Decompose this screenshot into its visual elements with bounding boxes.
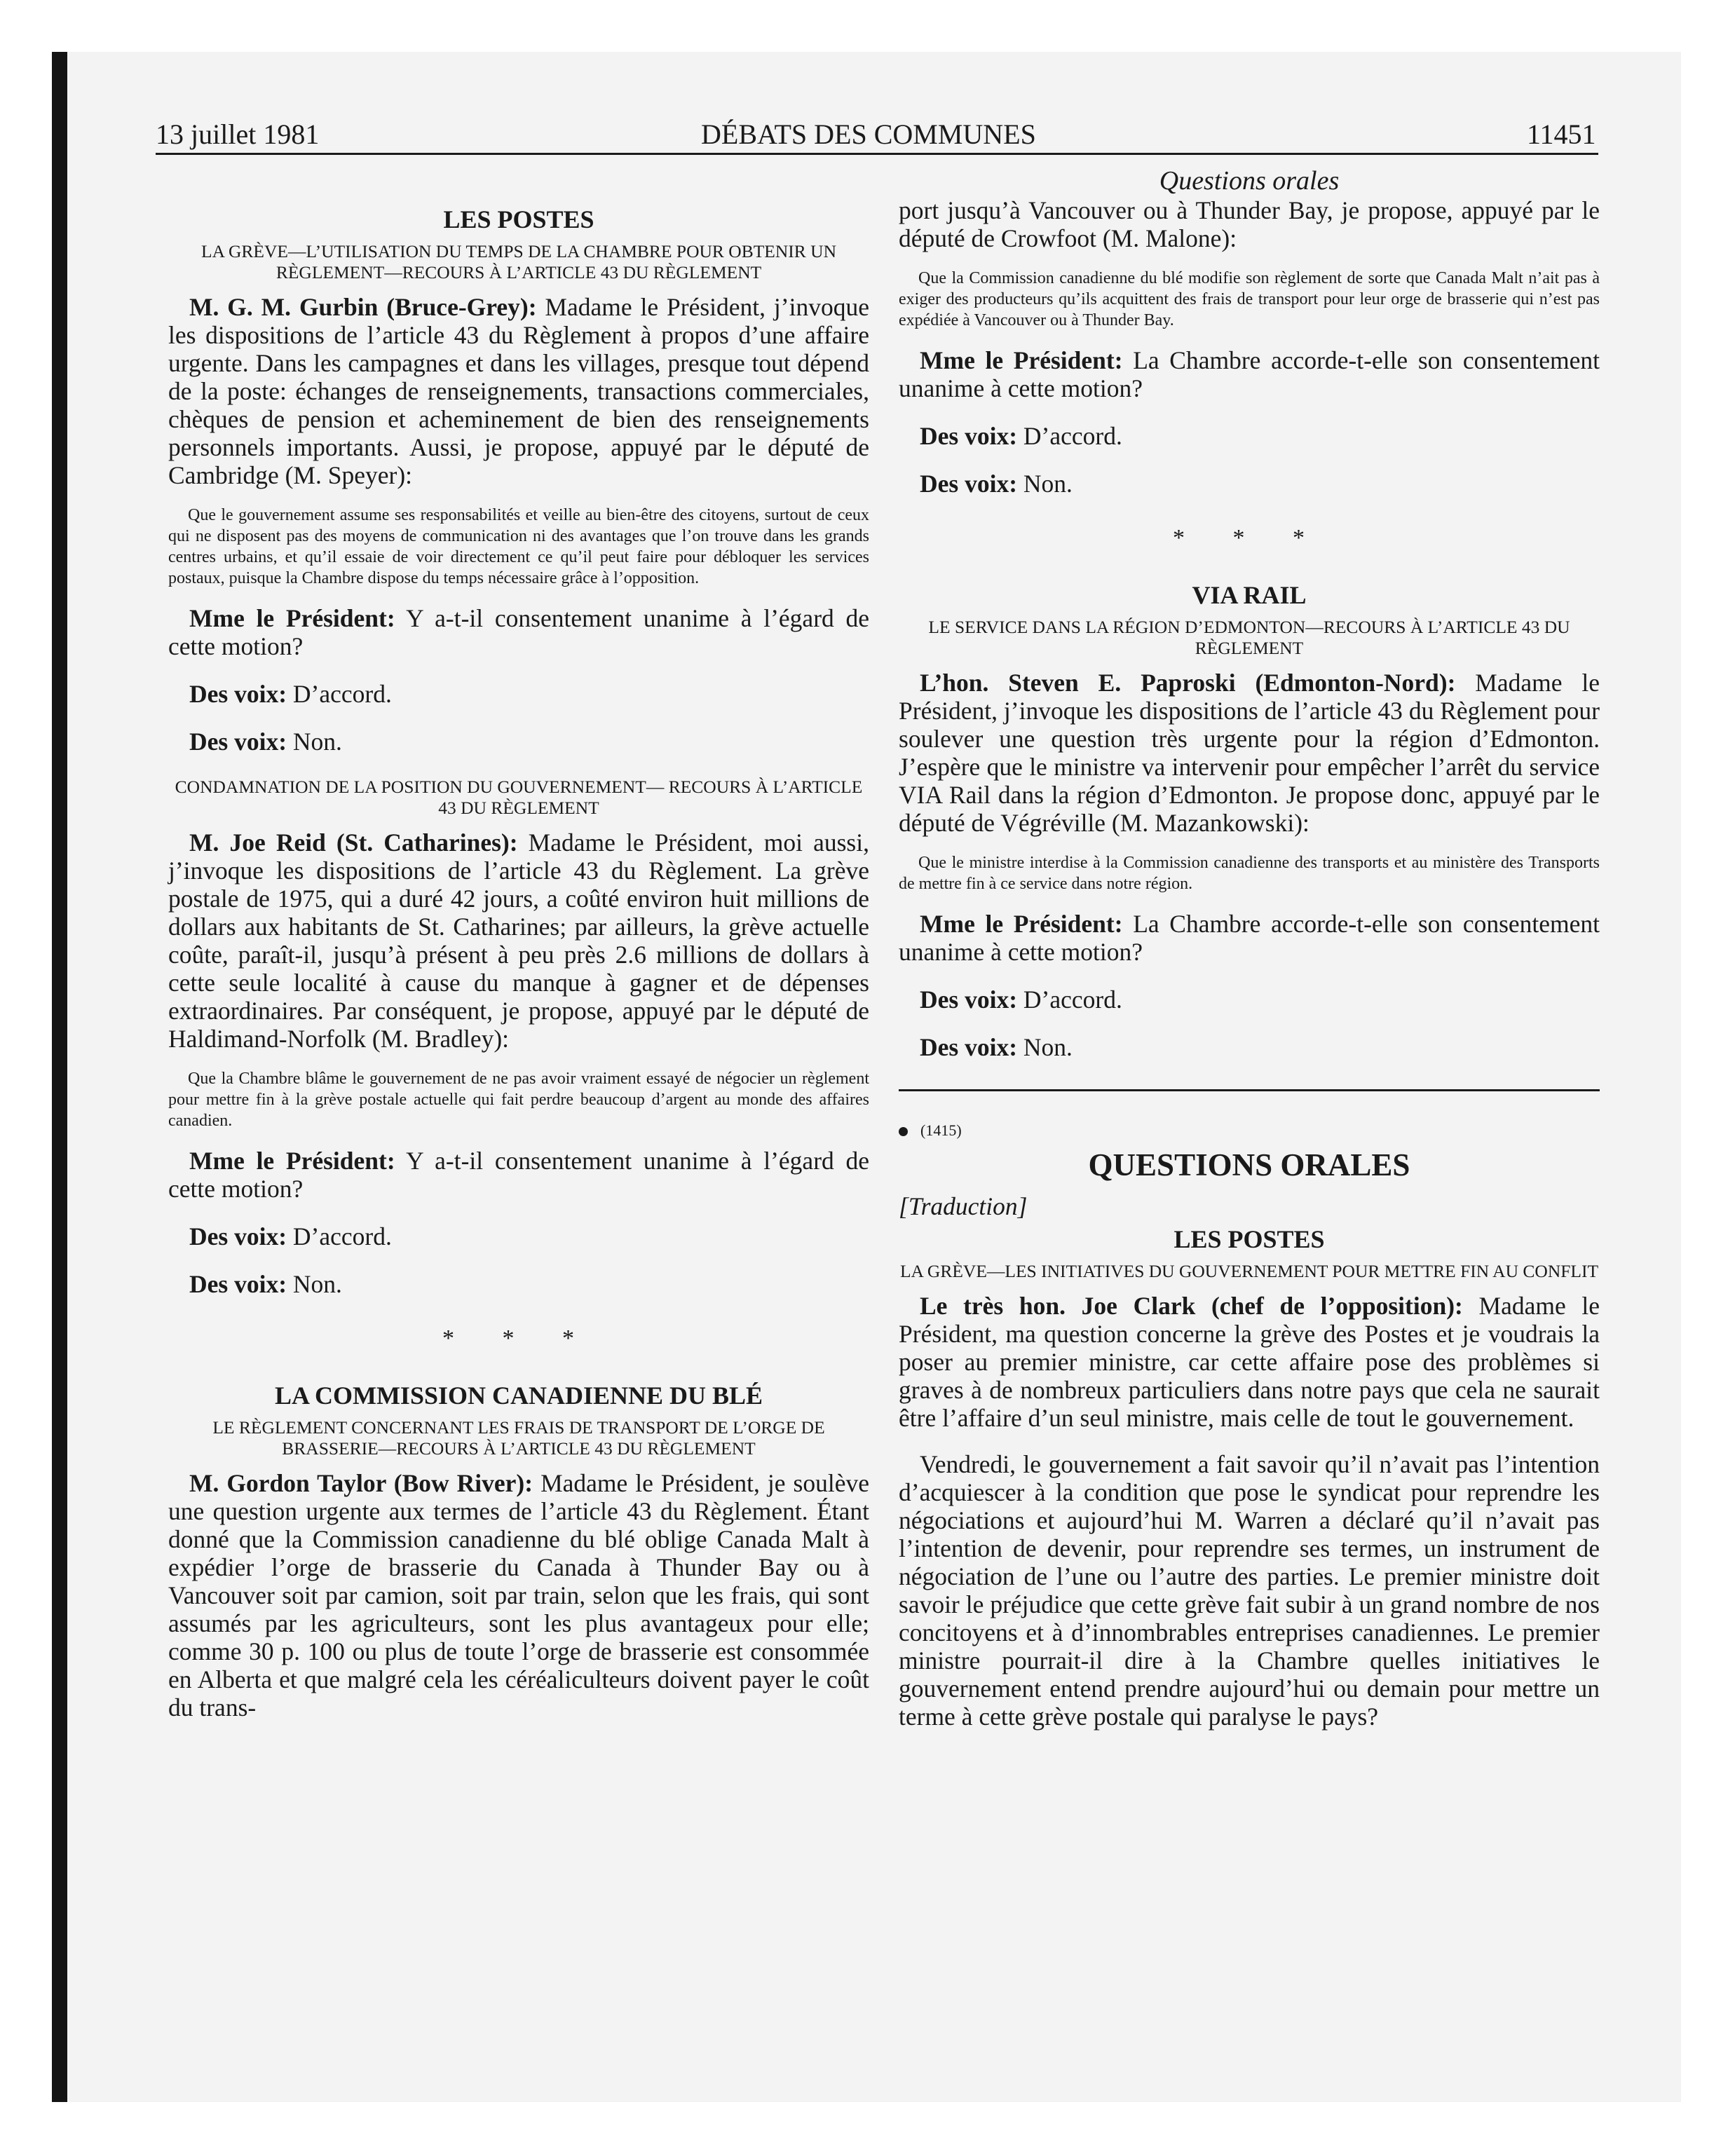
speech-text: Madame le Président, moi aussi, j’invoque les dispositions de l’article 43 du Règlement. La grève postale de 1975, qui a duré 42 jours, a coûté environ huit millions de dollars aux habitants de St. Catharines; par ailleurs, la grève actuelle coûte, paraît-il, jusqu’à présent à peu près 2.6 millions de dollars à cette seule localité à cause du manque à gagner et de dépenses extraordinaires. Par conséquent, je propose, appuyé par le député de Haldimand-Norfolk (M. Bradley):: [168, 828, 869, 1053]
speaker: Des voix:: [189, 1222, 287, 1250]
speaker: M. Joe Reid (St. Catharines):: [189, 828, 518, 857]
speaker: Des voix:: [920, 470, 1018, 498]
speech-text: Y a-t-il consentement unanime à l’égard de cette motion?: [168, 1147, 869, 1203]
motion-text: Que le ministre interdise à la Commission canadienne des transports et au ministère des Transports de mettre fin à ce service dans notre région.: [899, 854, 1600, 893]
voice-response: [168, 1270, 869, 1298]
speaker: L’hon. Steven E. Paproski (Edmonton-Nord):: [920, 669, 1456, 697]
header-page-number: 11451: [1527, 118, 1596, 150]
section-subheading: CONDAMNATION DE LA POSITION DU GOUVERNEMENT— RECOURS À L’ARTICLE 43 DU RÈGLEMENT: [175, 777, 863, 818]
voice-response: [899, 470, 1600, 498]
section-heading: VIA RAIL: [1192, 581, 1307, 609]
bullet-icon: [899, 1127, 908, 1136]
section-heading: LA COMMISSION CANADIENNE DU BLÉ: [274, 1381, 763, 1410]
speech-text: Madame le Président, j’invoque les dispositions de l’article 43 du Règlement à propos d’une affaire urgente. Dans les campagnes et dans les villages, presque tout dépend de la poste: échanges de renseignements, transactions commerciales, chèques de pension et acheminement de bien des renseignements personnels importants. Aussi, je propose, appuyé par le député de Cambridge (M. Speyer):: [168, 293, 869, 489]
speaker: Des voix:: [189, 728, 287, 756]
right-column: [899, 165, 1600, 1731]
speech-text: La Chambre accorde-t-elle son consentement unanime à cette motion?: [899, 910, 1600, 966]
time-marker-text: (1415): [920, 1121, 962, 1139]
speech-text: Non.: [1017, 1033, 1073, 1061]
speaker: Le très hon. Joe Clark (chef de l’opposition):: [920, 1292, 1463, 1320]
speaker: M. Gordon Taylor (Bow River):: [189, 1469, 533, 1497]
section-subheading: LA GRÈVE—LES INITIATIVES DU GOUVERNEMENT POUR METTRE FIN AU CONFLIT: [899, 1261, 1599, 1281]
header-rule: [156, 153, 1598, 155]
speech: [899, 910, 1600, 966]
speaker: Des voix:: [920, 422, 1018, 450]
speech: [899, 669, 1600, 837]
speech: [168, 293, 869, 489]
speech: [899, 1292, 1600, 1432]
speaker: Mme le Président:: [189, 604, 395, 632]
section-subheading: LE SERVICE DANS LA RÉGION D’EDMONTON—RECOURS À L’ARTICLE 43 DU RÈGLEMENT: [928, 617, 1570, 658]
motion-text: Que le gouvernement assume ses responsabilités et veille au bien-être des citoyens, surtout de ceux qui ne disposent pas des moyens de communication ni des avantages que l’on trouve dans les grands centres urbains, et qu’il essaie de voir directement ce qu’il peut faire pour débloquer les services postaux, puisque la Chambre dispose du temps nécessaire grâce à l’opposition.: [168, 506, 869, 587]
speech-text: D’accord.: [287, 1222, 392, 1250]
speech: [168, 1147, 869, 1203]
speech-text: Y a-t-il consentement unanime à l’égard de cette motion?: [168, 604, 869, 660]
speech-text: Madame le Président, je soulève une question urgente aux termes de l’article 43 du Règlement. Étant donné que la Commission canadienne du blé oblige Canada Malt à expédier l’orge de brasserie du Canada à Thunder Bay ou à Vancouver soit par camion, soit par train, selon que les frais, qui sont assumés par les agriculteurs, sont les plus avantageux pour elle; comme 30 p. 100 ou plus de toute l’orge de brasserie est consommée en Alberta et que malgré cela les céréaliculteurs doivent payer le coût du trans-: [168, 1469, 869, 1721]
speaker: Mme le Président:: [920, 910, 1123, 938]
section-subheading: LA GRÈVE—L’UTILISATION DU TEMPS DE LA CHAMBRE POUR OBTENIR UN RÈGLEMENT—RECOURS À L’ARTICLE 43 DU RÈGLEMENT: [201, 241, 836, 282]
speech-paragraph: Vendredi, le gouvernement a fait savoir qu’il n’avait pas l’intention d’acquiescer à la condition que pose le syndicat pour reprendre les négociations et aujourd’hui M. Warren a déclaré qu’il n’avait pas l’intention de devenir, pour reprendre ses termes, un instrument de négociation de l’une ou l’autre des parties. Le premier ministre doit savoir le préjudice que cette grève fait subir à un grand nombre de nos concitoyens et à d’innombrables entreprises canadiennes. Le premier ministre pourrait-il dire à la Chambre quelles initiatives le gouvernement entend prendre aujourd’hui ou demain pour mettre un terme à cette grève postale qui paralyse le pays?: [899, 1450, 1600, 1731]
speech-text: La Chambre accorde-t-elle son consentement unanime à cette motion?: [899, 346, 1600, 402]
speech: [168, 604, 869, 660]
translation-note: [Traduction]: [899, 1192, 1028, 1220]
speech: [168, 1469, 869, 1721]
voice-response: [168, 728, 869, 756]
section-rule: [899, 1089, 1600, 1091]
speech-text: Madame le Président, j’invoque les dispositions de l’article 43 du Règlement pour soulever une question très urgente pour la région d’Edmonton. J’espère que le ministre va intervenir pour empêcher l’arrêt du service VIA Rail dans la région d’Edmonton. Je propose donc, appuyé par le député de Végréville (M. Mazankowski):: [899, 669, 1600, 837]
speaker: M. G. M. Gurbin (Bruce-Grey):: [189, 293, 537, 321]
speech-text: D’accord.: [287, 680, 392, 708]
speech-text: Non.: [287, 728, 342, 756]
speech-text: D’accord.: [1017, 422, 1122, 450]
speaker: Mme le Président:: [920, 346, 1123, 374]
speaker: Des voix:: [920, 985, 1018, 1014]
speech-text: Non.: [1017, 470, 1073, 498]
section-title: QUESTIONS ORALES: [1088, 1147, 1410, 1182]
voice-response: [899, 422, 1600, 450]
speaker: Des voix:: [189, 1270, 287, 1298]
voice-response: [899, 985, 1600, 1014]
section-heading: LES POSTES: [443, 205, 594, 233]
running-head: Questions orales: [1159, 166, 1340, 196]
speech-continuation: port jusqu’à Vancouver ou à Thunder Bay, je propose, appuyé par le député de Crowfoot (M. Malone):: [899, 196, 1600, 252]
voice-response: [899, 1033, 1600, 1061]
left-column: [168, 165, 869, 1721]
motion-text: Que la Commission canadienne du blé modifie son règlement de sorte que Canada Malt n’ait pas à exiger des producteurs qu’ils acquittent des frais de transport pour leur orge de brasserie qui n’est pas expédiée à Vancouver ou à Thunder Bay.: [899, 269, 1600, 329]
speech-text: Madame le Président, ma question concerne la grève des Postes et je voudrais la poser au premier ministre, car cette affaire pose des problèmes si graves à de nombreux particuliers dans notre pays que cela ne saurait être l’affaire d’un seul ministre, mais celle de tout le gouvernement.: [899, 1292, 1600, 1432]
header-date: 13 juillet 1981: [156, 118, 320, 150]
voice-response: [168, 1222, 869, 1250]
speaker: Des voix:: [920, 1033, 1018, 1061]
speech-text: Non.: [287, 1270, 342, 1298]
motion-text: Que la Chambre blâme le gouvernement de ne pas avoir vraiment essayé de négocier un règlement pour mettre fin à la grève postale actuelle qui fait perdre beaucoup d’argent au monde des affaires canadien.: [168, 1070, 869, 1130]
section-heading: LES POSTES: [1173, 1225, 1325, 1253]
speaker: Mme le Président:: [189, 1147, 395, 1175]
header-title: DÉBATS DES COMMUNES: [701, 118, 1036, 150]
speech: [168, 828, 869, 1053]
speech-text: D’accord.: [1017, 985, 1122, 1014]
section-subheading: LE RÈGLEMENT CONCERNANT LES FRAIS DE TRANSPORT DE L’ORGE DE BRASSERIE—RECOURS À L’ARTICLE 43 DU RÈGLEMENT: [212, 1417, 825, 1459]
voice-response: [168, 680, 869, 708]
section-separator: * * *: [1173, 525, 1326, 551]
binding-edge: [52, 52, 67, 2102]
time-marker: [899, 1121, 1600, 1140]
speaker: Des voix:: [189, 680, 287, 708]
section-separator: * * *: [442, 1325, 595, 1351]
speech: [899, 346, 1600, 402]
